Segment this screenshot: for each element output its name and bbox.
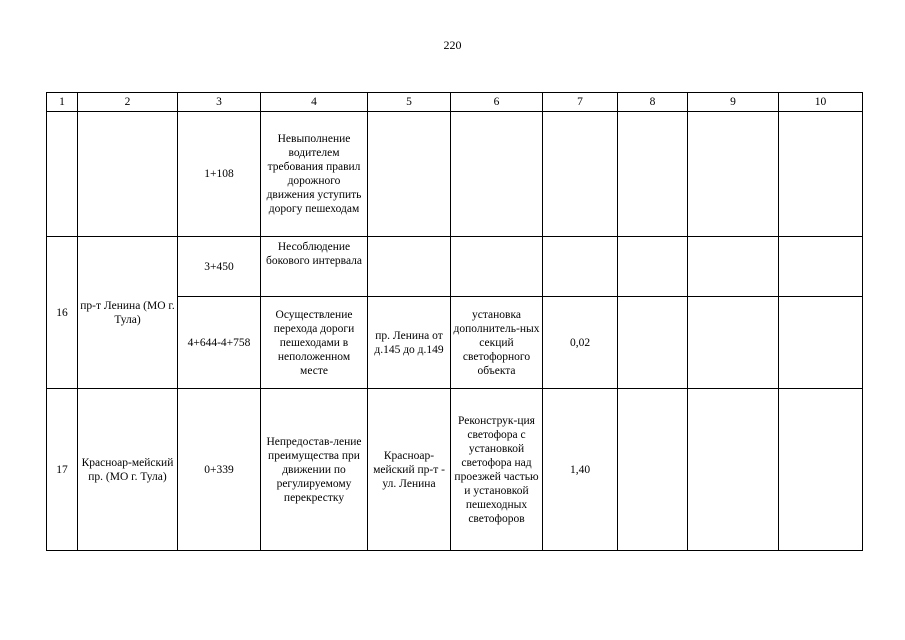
cell-address: пр. Ленина от д.145 до д.149 [368, 297, 451, 389]
cell-cost: 0,02 [543, 297, 618, 389]
cell-km: 1+108 [178, 112, 261, 237]
cell-empty [688, 389, 779, 551]
cell-empty [543, 112, 618, 237]
cell-empty [618, 389, 688, 551]
cell-empty [78, 112, 178, 237]
cell-empty [779, 389, 863, 551]
cell-empty [618, 237, 688, 297]
cell-empty [688, 297, 779, 389]
cell-description: Невыполнение водителем требования правил дорожного движения уступить дорогу пешеходам [261, 112, 368, 237]
cell-km: 0+339 [178, 389, 261, 551]
table-row-17 [47, 389, 863, 551]
column-header-4: 4 [261, 93, 368, 112]
cell-empty [779, 237, 863, 297]
column-header-8: 8 [618, 93, 688, 112]
cell-description: Непредостав-ление преимущества при движении по регулируемому перекрестку [261, 389, 368, 551]
cell-empty [779, 112, 863, 237]
cell-empty [368, 237, 451, 297]
column-header-7: 7 [543, 93, 618, 112]
table-row-continuation [47, 112, 863, 237]
header-row [47, 93, 863, 112]
cell-km: 3+450 [178, 237, 261, 297]
cell-empty [451, 237, 543, 297]
page-number: 220 [443, 38, 462, 52]
cell-row-number: 17 [47, 389, 78, 551]
column-header-3: 3 [178, 93, 261, 112]
cell-location: пр-т Ленина (МО г. Тула) [78, 237, 178, 389]
column-header-10: 10 [779, 93, 863, 112]
cell-address: Красноар-мейский пр-т - ул. Ленина [368, 389, 451, 551]
column-header-1: 1 [47, 93, 78, 112]
cell-empty [688, 237, 779, 297]
cell-empty [543, 237, 618, 297]
table-row-16a [47, 237, 863, 297]
cell-description: Несоблюдение бокового интервала [261, 237, 368, 297]
cell-measure: Реконструк-ция светофора с установкой светофора над проезжей частью и установкой пешеходных светофоров [451, 389, 543, 551]
cell-empty [47, 112, 78, 237]
cell-empty [451, 112, 543, 237]
cell-row-number: 16 [47, 237, 78, 389]
cell-empty [368, 112, 451, 237]
cell-empty [618, 297, 688, 389]
cell-empty [779, 297, 863, 389]
cell-cost: 1,40 [543, 389, 618, 551]
cell-km: 4+644-4+758 [178, 297, 261, 389]
column-header-6: 6 [451, 93, 543, 112]
cell-description: Осуществление перехода дороги пешеходами в неположенном месте [261, 297, 368, 389]
cell-empty [618, 112, 688, 237]
cell-empty [688, 112, 779, 237]
column-header-5: 5 [368, 93, 451, 112]
cell-measure: установка дополнитель-ных секций светофорного объекта [451, 297, 543, 389]
data-table [46, 92, 863, 551]
column-header-9: 9 [688, 93, 779, 112]
cell-location: Красноар-мейский пр. (МО г. Тула) [78, 389, 178, 551]
column-header-2: 2 [78, 93, 178, 112]
